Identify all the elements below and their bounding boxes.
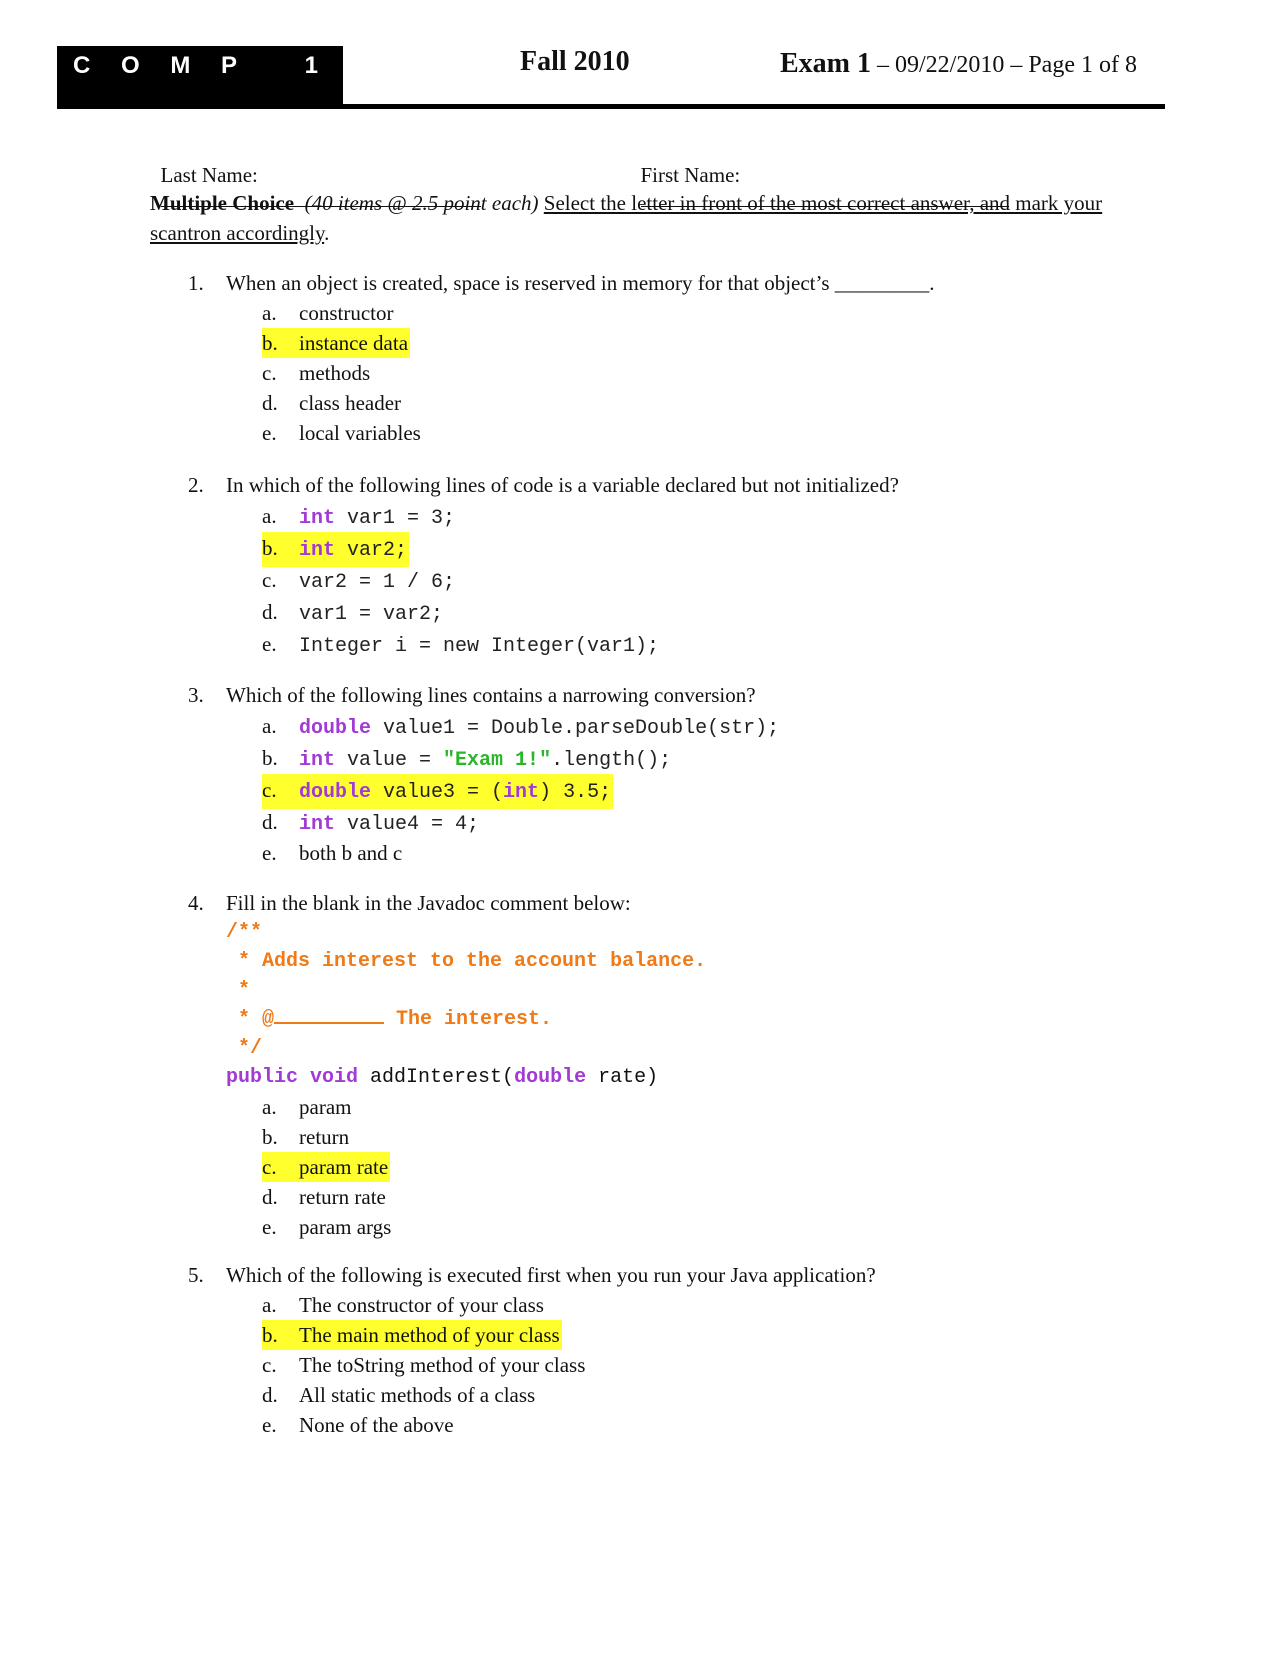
option-letter: d.: [262, 1185, 278, 1209]
answer-highlight: [262, 1320, 562, 1350]
javadoc-text: The interest.: [384, 1008, 553, 1031]
option-letter: c.: [262, 361, 277, 385]
option-text: class header: [299, 391, 402, 415]
option-e: [262, 838, 779, 868]
option-letter: c.: [262, 1155, 277, 1179]
option-letter: d.: [262, 810, 278, 834]
code-text: addInterest(: [358, 1066, 515, 1089]
option-c: [262, 1350, 876, 1380]
course-code: C O M P 1 2 1 0: [73, 52, 462, 79]
code-text: value1 = Double.parseDouble(str);: [371, 717, 780, 740]
option-letter: b.: [262, 1125, 278, 1149]
option-e: [262, 628, 899, 660]
directive-end: .: [324, 221, 330, 245]
question-stem: [188, 470, 899, 500]
question-number: 1.: [188, 271, 204, 295]
code-keyword: double: [514, 1066, 587, 1089]
points-note: (40 items @ 2.5 point each): [304, 191, 539, 215]
javadoc-line: */: [226, 1037, 263, 1060]
option-code: [299, 781, 611, 804]
question-text: Which of the following lines contains a narrowing conversion?: [226, 683, 756, 707]
question-stem: [188, 888, 706, 918]
code-keyword: double: [299, 781, 372, 804]
option-a: [262, 298, 935, 328]
option-code: [299, 813, 479, 836]
javadoc-tag: * @: [226, 1008, 275, 1031]
option-letter: e.: [262, 1215, 277, 1239]
option-c: [262, 564, 899, 596]
option-letter: c.: [262, 1353, 277, 1377]
option-code: [299, 749, 671, 772]
option-code: var2 = 1 / 6;: [299, 571, 456, 594]
option-letter: e.: [262, 632, 277, 656]
method-signature: [226, 1063, 706, 1092]
option-c: [262, 358, 935, 388]
code-keyword: int: [299, 507, 336, 530]
question-3: [188, 680, 779, 868]
javadoc-line: /**: [226, 921, 263, 944]
javadoc-line: * Adds interest to the account balance.: [226, 950, 707, 973]
option-c-correct: [262, 774, 779, 806]
option-b-correct: [262, 1320, 876, 1350]
option-letter: c.: [262, 778, 277, 802]
code-keyword: int: [503, 781, 540, 804]
question-2: [188, 470, 899, 660]
answer-highlight: [262, 1152, 390, 1182]
option-letter: b.: [262, 1323, 278, 1347]
semester-title: Fall 2010: [520, 46, 630, 77]
option-code: Integer i = new Integer(var1);: [299, 635, 660, 658]
course-banner: [57, 46, 462, 106]
code-text: var2;: [335, 539, 408, 562]
question-5: [188, 1260, 876, 1440]
directive: Select the letter in front of the most correct answer, and mark your scantron accordingly: [150, 191, 1103, 245]
option-text: methods: [299, 361, 371, 385]
option-text: The main method of your class: [299, 1323, 560, 1347]
question-stem: [188, 268, 935, 298]
question-text: When an object is created, space is reserved in memory for that object’s _________.: [226, 271, 935, 295]
option-a: [262, 500, 899, 532]
code-keyword: public void: [226, 1066, 359, 1089]
option-letter: b.: [262, 331, 278, 355]
question-stem: [188, 1260, 876, 1290]
code-string: "Exam 1!": [443, 749, 552, 772]
option-b: [262, 1122, 706, 1152]
question-number: 2.: [188, 473, 204, 497]
option-letter: a.: [262, 714, 277, 738]
question-number: 5.: [188, 1263, 204, 1287]
question-text: Which of the following is executed first when you run your Java application?: [226, 1263, 876, 1287]
option-e: [262, 418, 935, 448]
question-text: In which of the following lines of code is a variable declared but not initialized?: [226, 473, 899, 497]
code-text: var1 = 3;: [335, 507, 456, 530]
option-letter: e.: [262, 421, 277, 445]
option-text: local variables: [299, 421, 421, 445]
question-1: [188, 268, 935, 448]
last-name-label: Last Name:: [160, 163, 258, 187]
option-letter: a.: [262, 301, 277, 325]
option-letter: d.: [262, 1383, 278, 1407]
option-d: [262, 1182, 706, 1212]
option-text: constructor: [299, 301, 394, 325]
code-text: rate): [586, 1066, 659, 1089]
option-c-correct: [262, 1152, 706, 1182]
option-code: [299, 539, 407, 562]
code-keyword: int: [299, 813, 336, 836]
instructions: [150, 188, 1130, 248]
option-letter: a.: [262, 1293, 277, 1317]
option-d: [262, 388, 935, 418]
option-text: instance data: [299, 331, 409, 355]
option-text: both b and c: [299, 841, 403, 865]
option-letter: e.: [262, 841, 277, 865]
option-code: [299, 507, 455, 530]
question-4: [188, 888, 706, 1242]
question-number: 3.: [188, 683, 204, 707]
option-b-correct: [262, 328, 935, 358]
option-text: param: [299, 1095, 352, 1119]
option-text: return rate: [299, 1185, 386, 1209]
option-letter: d.: [262, 391, 278, 415]
answer-highlight: [262, 532, 409, 567]
option-text: All static methods of a class: [299, 1383, 536, 1407]
code-keyword: int: [299, 539, 336, 562]
option-a: [262, 710, 779, 742]
option-b: [262, 742, 779, 774]
option-d: [262, 806, 779, 838]
exam-details: – 09/22/2010 – Page 1 of 8: [871, 52, 1137, 78]
question-stem: [188, 680, 779, 710]
javadoc-code-block: [226, 918, 706, 1092]
option-d: [262, 596, 899, 628]
option-letter: d.: [262, 600, 278, 624]
option-letter: b.: [262, 536, 278, 560]
exam-info: [780, 48, 1137, 80]
option-text: None of the above: [299, 1413, 454, 1437]
option-e: [262, 1212, 706, 1242]
option-letter: a.: [262, 1095, 277, 1119]
code-text: .length();: [551, 749, 672, 772]
javadoc-line: *: [226, 979, 251, 1002]
option-letter: e.: [262, 1413, 277, 1437]
option-text: The constructor of your class: [299, 1293, 544, 1317]
code-text: value4 = 4;: [335, 813, 480, 836]
code-keyword: int: [299, 749, 336, 772]
option-letter: a.: [262, 504, 277, 528]
code-text: value3 = (: [371, 781, 504, 804]
option-d: [262, 1380, 876, 1410]
option-letter: c.: [262, 568, 277, 592]
question-text: Fill in the blank in the Javadoc comment below:: [226, 891, 631, 915]
question-number: 4.: [188, 891, 204, 915]
code-text: ) 3.5;: [539, 781, 612, 804]
answer-highlight: [262, 774, 613, 809]
option-text: param rate: [299, 1155, 389, 1179]
option-text: return: [299, 1125, 350, 1149]
code-keyword: double: [299, 717, 372, 740]
option-e: [262, 1410, 876, 1440]
javadoc-blank: [274, 1006, 384, 1024]
option-letter: b.: [262, 746, 278, 770]
option-code: var1 = var2;: [299, 603, 444, 626]
exam-title: Exam 1: [780, 48, 871, 79]
javadoc-line: [226, 1005, 706, 1034]
code-text: value =: [335, 749, 444, 772]
option-b-correct: [262, 532, 899, 564]
option-text: The toString method of your class: [299, 1353, 586, 1377]
option-a: [262, 1290, 876, 1320]
header-rule: [57, 104, 1165, 109]
option-text: param args: [299, 1215, 392, 1239]
first-name-label: First Name:: [640, 163, 741, 187]
option-code: [299, 717, 779, 740]
section-title: Multiple Choice: [150, 191, 295, 215]
option-a: [262, 1092, 706, 1122]
answer-highlight: [262, 328, 410, 358]
